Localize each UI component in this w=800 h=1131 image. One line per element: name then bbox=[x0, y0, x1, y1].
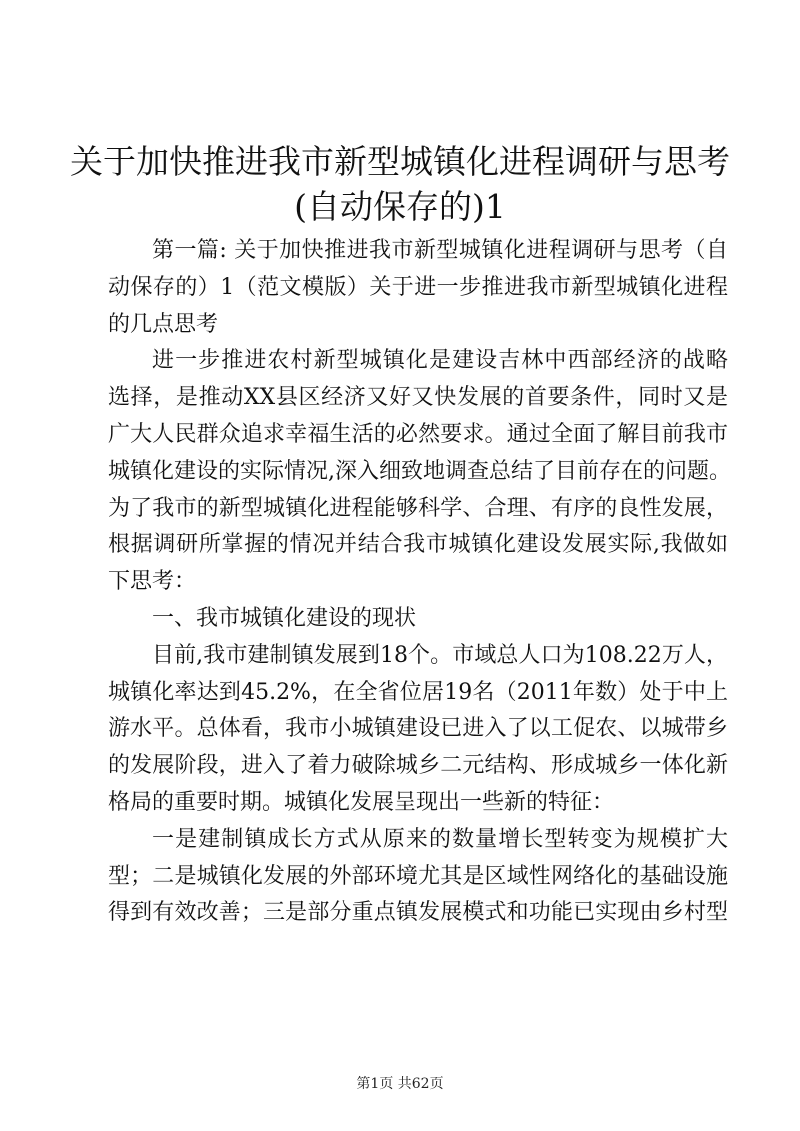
text-line: 根据调研所掌握的情况并结合我市城镇化建设发展实际,我做如 bbox=[108, 532, 728, 558]
text-line: 下思考： bbox=[108, 569, 197, 595]
text-line: 动保存的）1（范文模版）关于进一步推进我市新型城镇化进程 bbox=[108, 274, 728, 300]
text-line: 游水平。总体看，我市小城镇建设已进入了以工促农、以城带乡 bbox=[108, 716, 728, 742]
page-number: 第1页 共62页 bbox=[356, 1076, 444, 1092]
text-line: 广大人民群众追求幸福生活的必然要求。通过全面了解目前我市 bbox=[108, 421, 728, 447]
text-line: 选择，是推动XX县区经济又好又快发展的首要条件，同时又是 bbox=[108, 385, 728, 411]
text-line: 目前,我市建制镇发展到18个。市域总人口为108.22万人， bbox=[152, 642, 728, 668]
text-line: 第一篇: 关于加快推进我市新型城镇化进程调研与思考（自 bbox=[152, 238, 728, 263]
text-line: 格局的重要时期。城镇化发展呈现出一些新的特征： bbox=[108, 789, 615, 815]
text-line: 城镇化率达到45.2%，在全省位居19名（2011年数）处于中上 bbox=[108, 679, 728, 705]
text-line: 城镇化建设的实际情况,深入细致地调查总结了目前存在的问题。 bbox=[108, 458, 731, 484]
text-line: 进一步推进农村新型城镇化是建设吉林中西部经济的战略 bbox=[152, 348, 728, 374]
document-title-line-1: 关于加快推进我市新型城镇化进程调研与思考 bbox=[70, 142, 730, 181]
document-title-line-2: (自动保存的)1 bbox=[294, 187, 506, 226]
document-body bbox=[108, 233, 731, 932]
text-line: 的几点思考 bbox=[108, 311, 219, 337]
text-line: 一是建制镇成长方式从原来的数量增长型转变为规模扩大 bbox=[152, 826, 728, 852]
text-line: 得到有效改善；三是部分重点镇发展模式和功能已实现由乡村型 bbox=[108, 900, 728, 926]
text-line: 的发展阶段，进入了着力破除城乡二元结构、形成城乡一体化新 bbox=[108, 753, 728, 779]
text-line: 为了我市的新型城镇化进程能够科学、合理、有序的良性发展， bbox=[108, 495, 728, 521]
text-line: 型；二是城镇化发展的外部环境尤其是区域性网络化的基础设施 bbox=[108, 863, 728, 889]
text-line: 一、我市城镇化建设的现状 bbox=[152, 605, 417, 631]
